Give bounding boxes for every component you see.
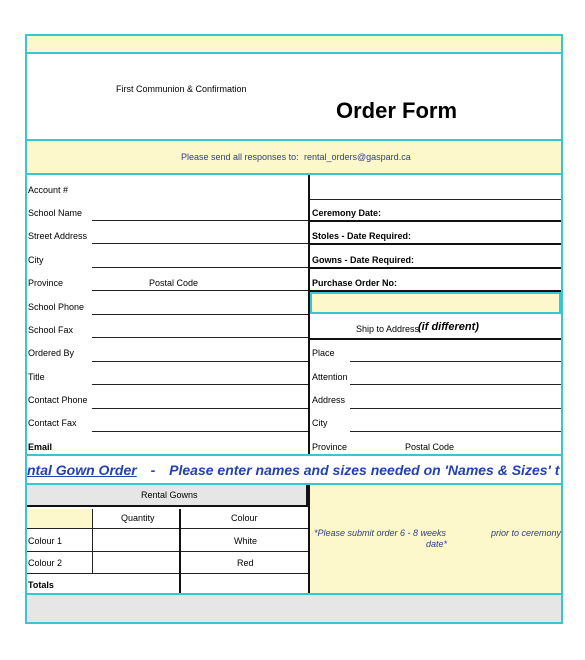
label-right-city: City	[312, 418, 328, 428]
label-contact-phone: Contact Phone	[28, 395, 88, 405]
row-colour-1-value: White	[234, 536, 258, 546]
label-province: Province	[28, 278, 64, 288]
note-line-2: date*	[426, 539, 448, 549]
label-contact-fax: Contact Fax	[28, 418, 77, 428]
form-title: Order Form	[336, 98, 458, 123]
banner-instruction: Please enter names and sizes needed on 'Names & Sizes' t	[169, 462, 560, 478]
attention-input[interactable]	[350, 384, 561, 385]
label-ceremony-date: Ceremony Date:	[312, 208, 382, 218]
row-label-colour-1: Colour 1	[28, 536, 63, 546]
note-line-1a: *Please submit order 6 - 8 weeks	[314, 528, 447, 538]
school-fax-input[interactable]	[92, 337, 309, 338]
label-right-postal-code: Postal Code	[405, 442, 455, 452]
banner-dash: -	[150, 462, 156, 478]
row-label-colour-2: Colour 2	[28, 558, 63, 568]
label-if-different: (if different)	[418, 321, 479, 333]
quantity-colour-2-input[interactable]	[93, 552, 179, 573]
label-purchase-order: Purchase Order No:	[312, 278, 398, 288]
label-street-address: Street Address	[28, 231, 88, 241]
col-rule	[308, 485, 310, 593]
table-corner-cell	[27, 509, 92, 529]
row-totals: Totals	[28, 580, 54, 590]
label-ship-to: Ship to Address	[356, 324, 420, 334]
ordered-by-input[interactable]	[92, 361, 309, 362]
label-attention: Attention	[312, 372, 348, 382]
street-address-input[interactable]	[92, 243, 309, 244]
ceremony-date-input[interactable]	[310, 220, 561, 222]
row-rule	[310, 338, 561, 340]
rental-gowns-title: Rental Gowns	[141, 490, 198, 500]
col-rule	[179, 509, 181, 593]
school-name-input[interactable]	[92, 220, 309, 221]
gowns-date-input[interactable]	[310, 267, 561, 269]
address-input[interactable]	[350, 408, 561, 409]
column-divider	[308, 175, 310, 455]
banner-title: ntal Gown Order	[27, 462, 137, 478]
title-input[interactable]	[92, 384, 309, 385]
province-input[interactable]	[92, 290, 309, 291]
city-input[interactable]	[92, 267, 309, 268]
row-colour-2-value: Red	[237, 558, 254, 568]
rental-gown-banner	[27, 456, 561, 484]
label-place: Place	[312, 348, 335, 358]
label-ordered-by: Ordered By	[28, 348, 75, 358]
email-instruction: Please send all responses to:	[181, 152, 299, 162]
divider	[25, 52, 563, 54]
label-postal-code: Postal Code	[149, 278, 199, 288]
label-school-phone: School Phone	[28, 302, 85, 312]
label-address: Address	[312, 395, 346, 405]
label-city: City	[28, 255, 44, 265]
quantity-colour-1-input[interactable]	[93, 529, 179, 551]
stoles-date-input[interactable]	[310, 243, 561, 245]
right-city-input[interactable]	[350, 431, 561, 432]
label-right-province: Province	[312, 442, 348, 452]
bottom-band	[27, 595, 561, 622]
top-band	[27, 36, 561, 52]
label-stoles-date: Stoles - Date Required:	[312, 231, 412, 241]
form-subtitle: First Communion & Confirmation	[116, 84, 247, 94]
row-rule	[27, 573, 308, 574]
ship-to-yellow-field[interactable]	[310, 292, 561, 314]
label-title: Title	[28, 372, 45, 382]
email-address[interactable]: rental_orders@gaspard.ca	[304, 152, 411, 162]
col-colour: Colour	[231, 513, 258, 523]
label-email: Email	[28, 442, 53, 452]
place-input[interactable]	[350, 361, 561, 362]
school-phone-input[interactable]	[92, 314, 309, 315]
contact-fax-input[interactable]	[92, 431, 309, 432]
row-rule	[310, 199, 561, 200]
col-quantity: Quantity	[121, 513, 155, 523]
label-account: Account #	[28, 185, 69, 195]
note-line-1b: prior to ceremony	[491, 528, 562, 538]
label-school-name: School Name	[28, 208, 83, 218]
label-school-fax: School Fax	[28, 325, 74, 335]
contact-phone-input[interactable]	[92, 408, 309, 409]
label-gowns-date: Gowns - Date Required:	[312, 255, 415, 265]
divider	[25, 173, 563, 175]
